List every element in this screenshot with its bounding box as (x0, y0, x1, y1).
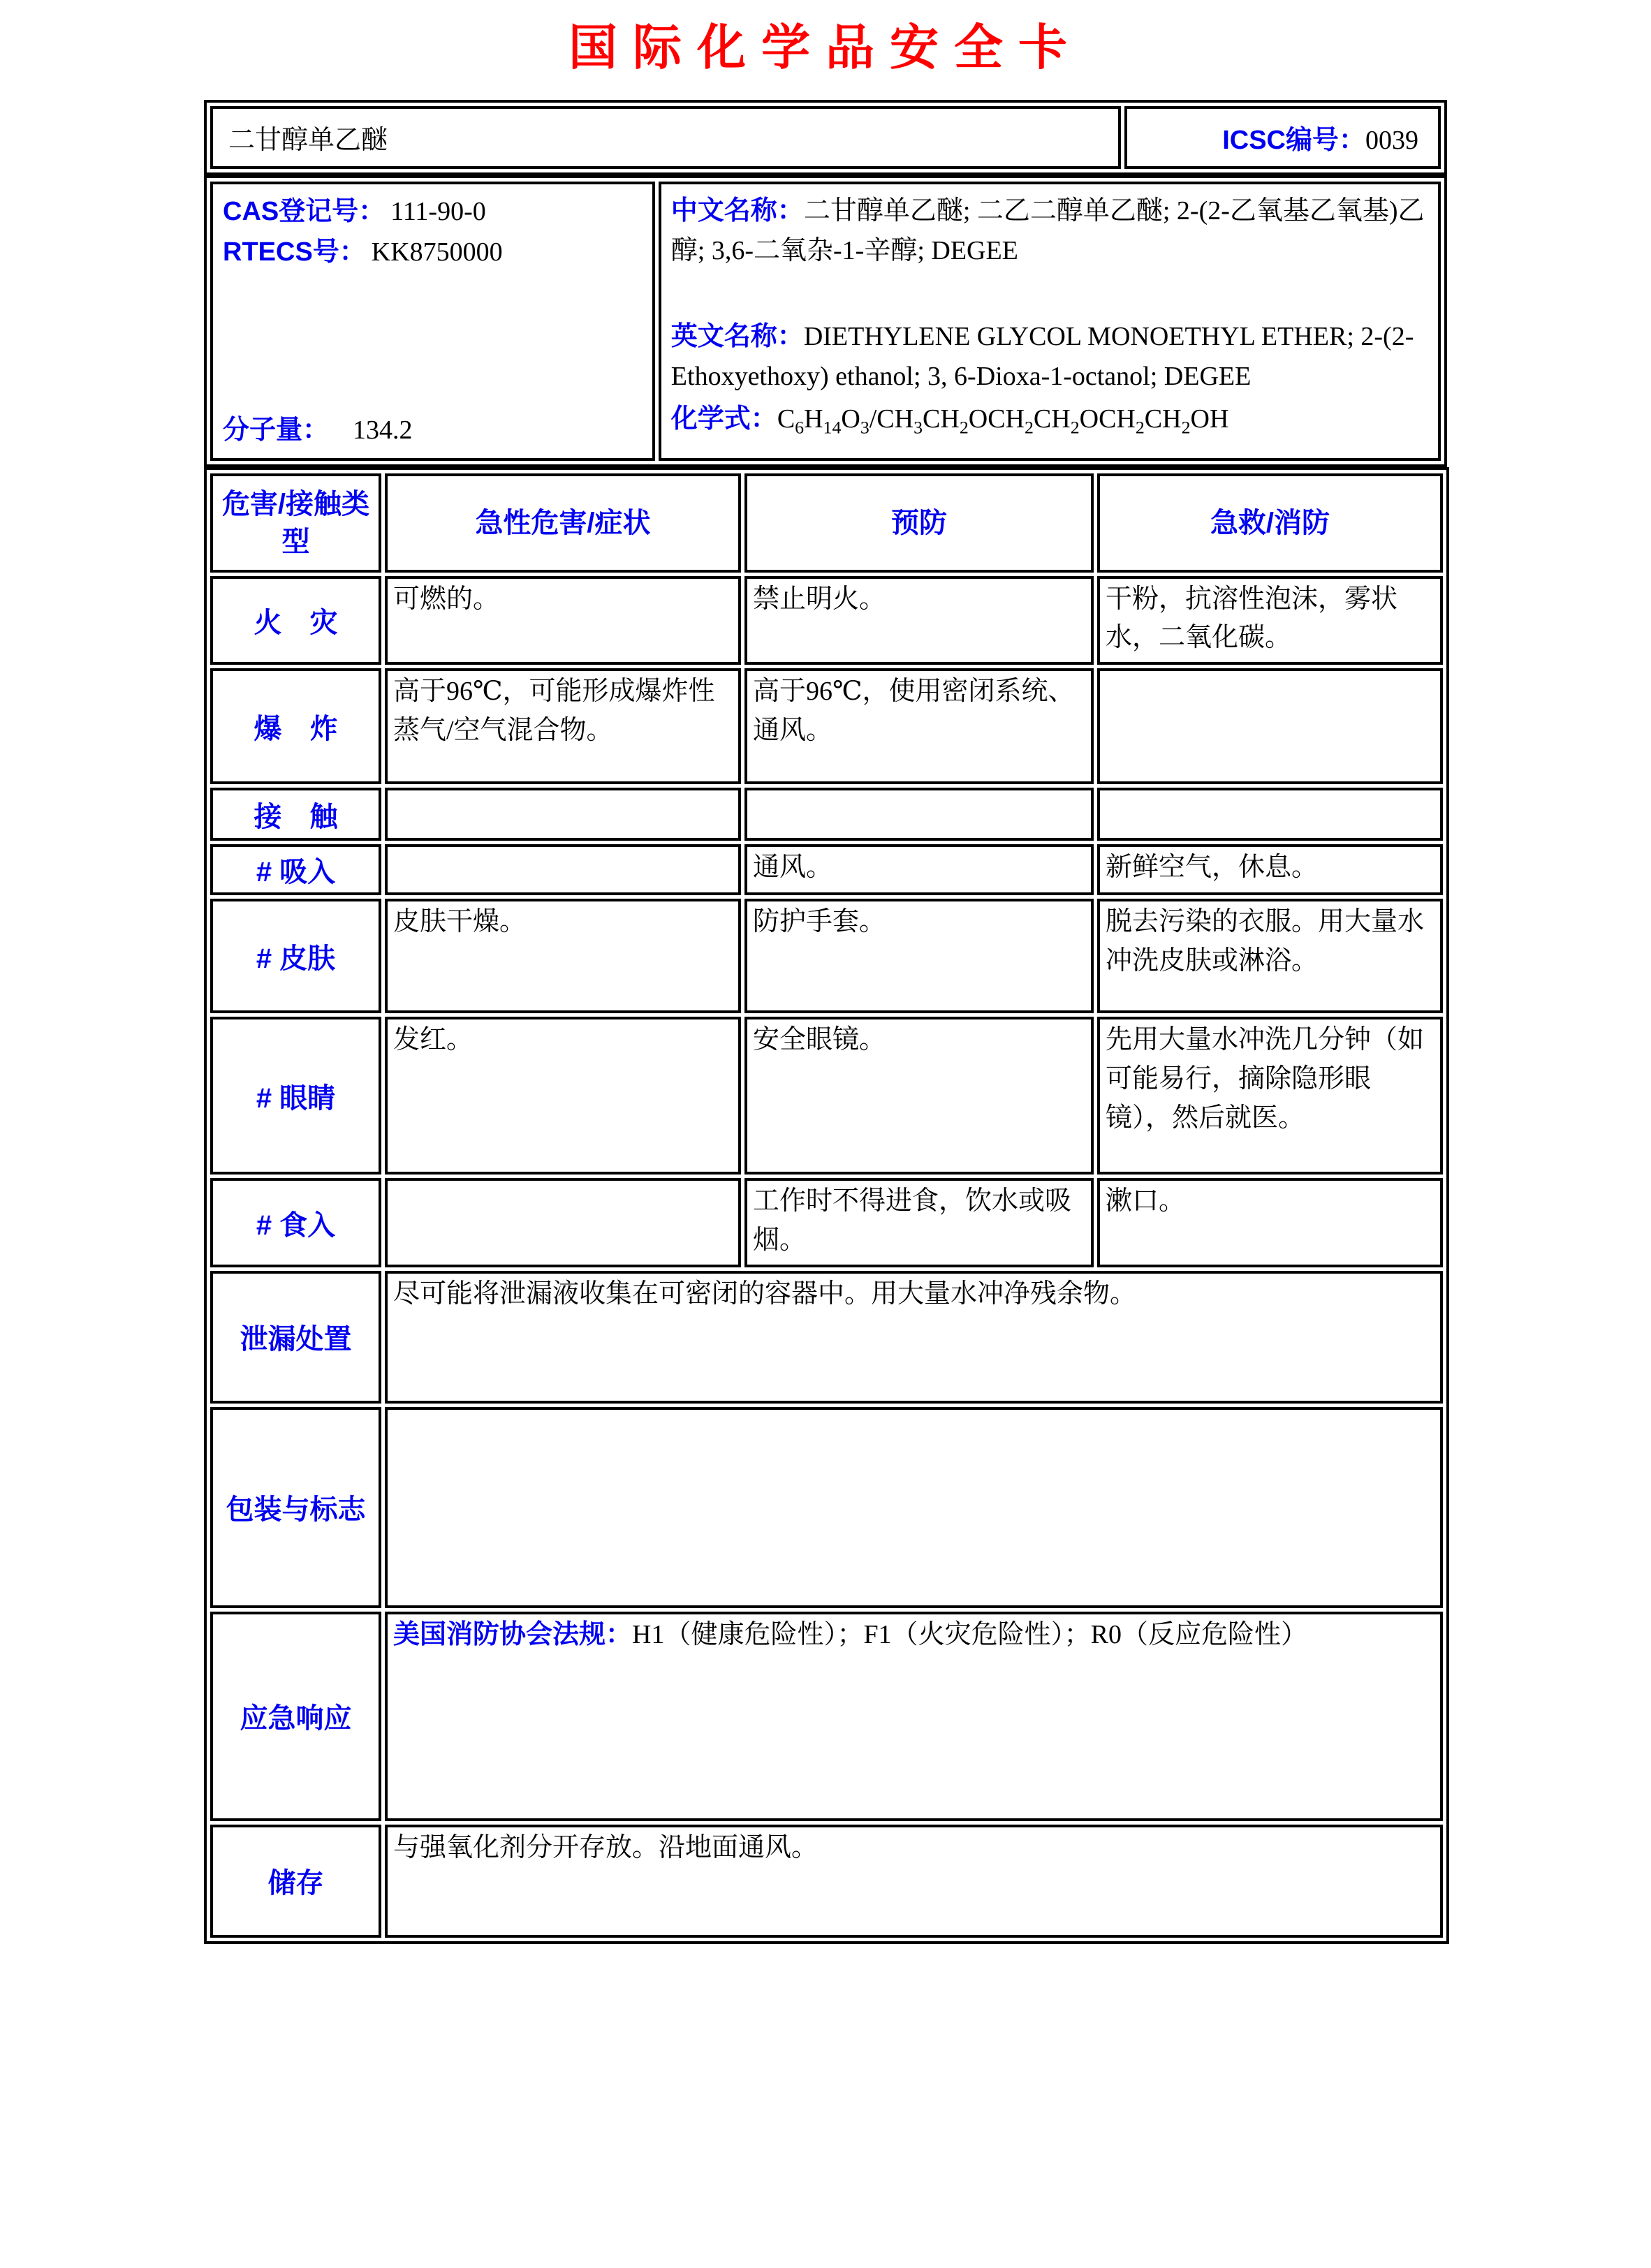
row-label-contact: 接 触 (210, 788, 381, 841)
hazard-row-skin (210, 899, 1443, 1013)
identifiers-cell (210, 182, 655, 461)
identification-row (210, 182, 1441, 461)
inhalation-first-aid-cell: 新鲜空气，休息。 (1097, 844, 1443, 895)
chemical-formula-value: $C_6H_{14}O_3/CH_3CH_2OCH_2CH_2OCH_2CH_2OH$ (777, 404, 1229, 438)
rtecs-label: RTECS号： (223, 237, 366, 267)
chinese-name-line (671, 191, 1428, 271)
formula-label: 化学式： (670, 404, 777, 434)
cas-value: 111-90-0 (390, 196, 486, 226)
contact-symptoms-cell (385, 788, 741, 841)
eyes-first-aid-cell: 先用大量水冲洗几分钟（如可能易行，摘除隐形眼镜），然后就医。 (1097, 1017, 1443, 1174)
ingestion-first-aid-cell: 漱口。 (1097, 1178, 1443, 1267)
cas-line (223, 191, 643, 233)
inhalation-symptoms-cell (385, 844, 741, 895)
row-label-skin: # 皮肤 (210, 899, 381, 1013)
page-title: 国际化学品安全卡 (568, 22, 1083, 75)
row-label-inhalation: # 吸入 (210, 844, 381, 895)
skin-symptoms-cell: 皮肤干燥。 (385, 899, 741, 1013)
nfpa-lead-label: 美国消防协会法规： (393, 1619, 633, 1649)
section-label-emergency: 应急响应 (210, 1612, 381, 1821)
section-content-packaging (385, 1407, 1443, 1608)
emergency-text: H1（健康危险性）；F1（火灾危险性）；R0（反应危险性） (632, 1619, 1307, 1649)
molecular-weight-line (223, 410, 643, 451)
cas-label: CAS登记号： (223, 196, 386, 226)
row-label-fire: 火 灾 (210, 576, 381, 665)
molecular-weight-label: 分子量： (223, 415, 330, 445)
explosion-symptoms-cell: 高于96℃，可能形成爆炸性蒸气/空气混合物。 (385, 668, 741, 784)
identification-table (204, 175, 1447, 467)
icsc-label: ICSC编号： (1222, 126, 1365, 155)
chinese-name-value: 二甘醇单乙醚; 二乙二醇单乙醚; 2-(2-乙氧基乙氧基)乙醇; 3,6-二氧杂-1-辛醇; DEGEE (670, 196, 1425, 265)
skin-prevention-cell: 防护手套。 (744, 899, 1094, 1013)
section-label-storage: 储存 (210, 1825, 381, 1938)
hazard-row-fire (210, 576, 1443, 665)
section-row-storage (210, 1825, 1443, 1938)
english-name-value: DIETHYLENE GLYCOL MONOETHYL ETHER; 2-(2-Ethoxyethoxy) ethanol; 3, 6-Dioxa-1-octanol; DEGEE (670, 321, 1414, 391)
explosion-first-aid-cell (1097, 668, 1443, 784)
contact-first-aid-cell (1097, 788, 1443, 841)
section-content-spillage (385, 1271, 1443, 1404)
spillage-text: 尽可能将泄漏液收集在可密闭的容器中。用大量水冲净残余物。 (393, 1279, 1137, 1309)
english-name-line (671, 317, 1428, 397)
section-row-spillage (210, 1271, 1443, 1404)
first-aid-header: 急救/消防 (1097, 473, 1443, 573)
hazard-row-contact (210, 788, 1443, 841)
fire-prevention-cell: 禁止明火。 (744, 576, 1094, 665)
eyes-prevention-cell: 安全眼镜。 (744, 1017, 1094, 1174)
inhalation-prevention-cell: 通风。 (744, 844, 1094, 895)
english-name-label: 英文名称： (670, 321, 804, 351)
hazard-table (204, 467, 1449, 1944)
hazard-row-inhalation (210, 844, 1443, 895)
chemical-name-cell (210, 106, 1121, 169)
hazard-type-header: 危害/接触类型 (210, 473, 381, 573)
rtecs-line (223, 232, 643, 273)
chemical-name: 二甘醇单乙醚 (228, 126, 388, 155)
contact-prevention-cell (744, 788, 1094, 841)
page (0, 21, 1651, 1944)
hazard-row-ingestion (210, 1178, 1443, 1267)
prevention-header: 预防 (744, 473, 1094, 573)
section-row-packaging (210, 1407, 1443, 1608)
explosion-prevention-cell: 高于96℃，使用密闭系统、通风。 (744, 668, 1094, 784)
header-row (210, 106, 1441, 169)
fire-first-aid-cell: 干粉，抗溶性泡沫，雾状水，二氧化碳。 (1097, 576, 1443, 665)
ingestion-prevention-cell: 工作时不得进食，饮水或吸烟。 (744, 1178, 1094, 1267)
formula-line (671, 399, 1428, 439)
section-content-emergency (385, 1612, 1443, 1821)
icsc-number: 0039 (1365, 126, 1418, 155)
section-row-emergency (210, 1612, 1443, 1821)
chinese-name-label: 中文名称： (670, 196, 804, 226)
row-label-ingestion: # 食入 (210, 1178, 381, 1267)
section-label-packaging: 包装与标志 (210, 1407, 381, 1608)
molecular-weight-value: 134.2 (353, 415, 413, 445)
section-label-spillage: 泄漏处置 (210, 1271, 381, 1404)
rtecs-value: KK8750000 (371, 237, 503, 267)
row-label-eyes: # 眼睛 (210, 1017, 381, 1174)
ingestion-symptoms-cell (385, 1178, 741, 1267)
hazard-row-eyes (210, 1017, 1443, 1174)
header-table (204, 100, 1447, 175)
hazard-row-explosion (210, 668, 1443, 784)
eyes-symptoms-cell: 发红。 (385, 1017, 741, 1174)
icsc-cell (1124, 106, 1441, 169)
storage-text: 与强氧化剂分开存放。沿地面通风。 (393, 1832, 819, 1862)
skin-first-aid-cell: 脱去污染的衣服。用大量水冲洗皮肤或淋浴。 (1097, 899, 1443, 1013)
names-cell (659, 182, 1441, 461)
section-content-storage (385, 1825, 1443, 1938)
row-label-explosion: 爆 炸 (210, 668, 381, 784)
hazard-header-row (210, 473, 1443, 573)
symptoms-header: 急性危害/症状 (385, 473, 741, 573)
fire-symptoms-cell: 可燃的。 (385, 576, 741, 665)
